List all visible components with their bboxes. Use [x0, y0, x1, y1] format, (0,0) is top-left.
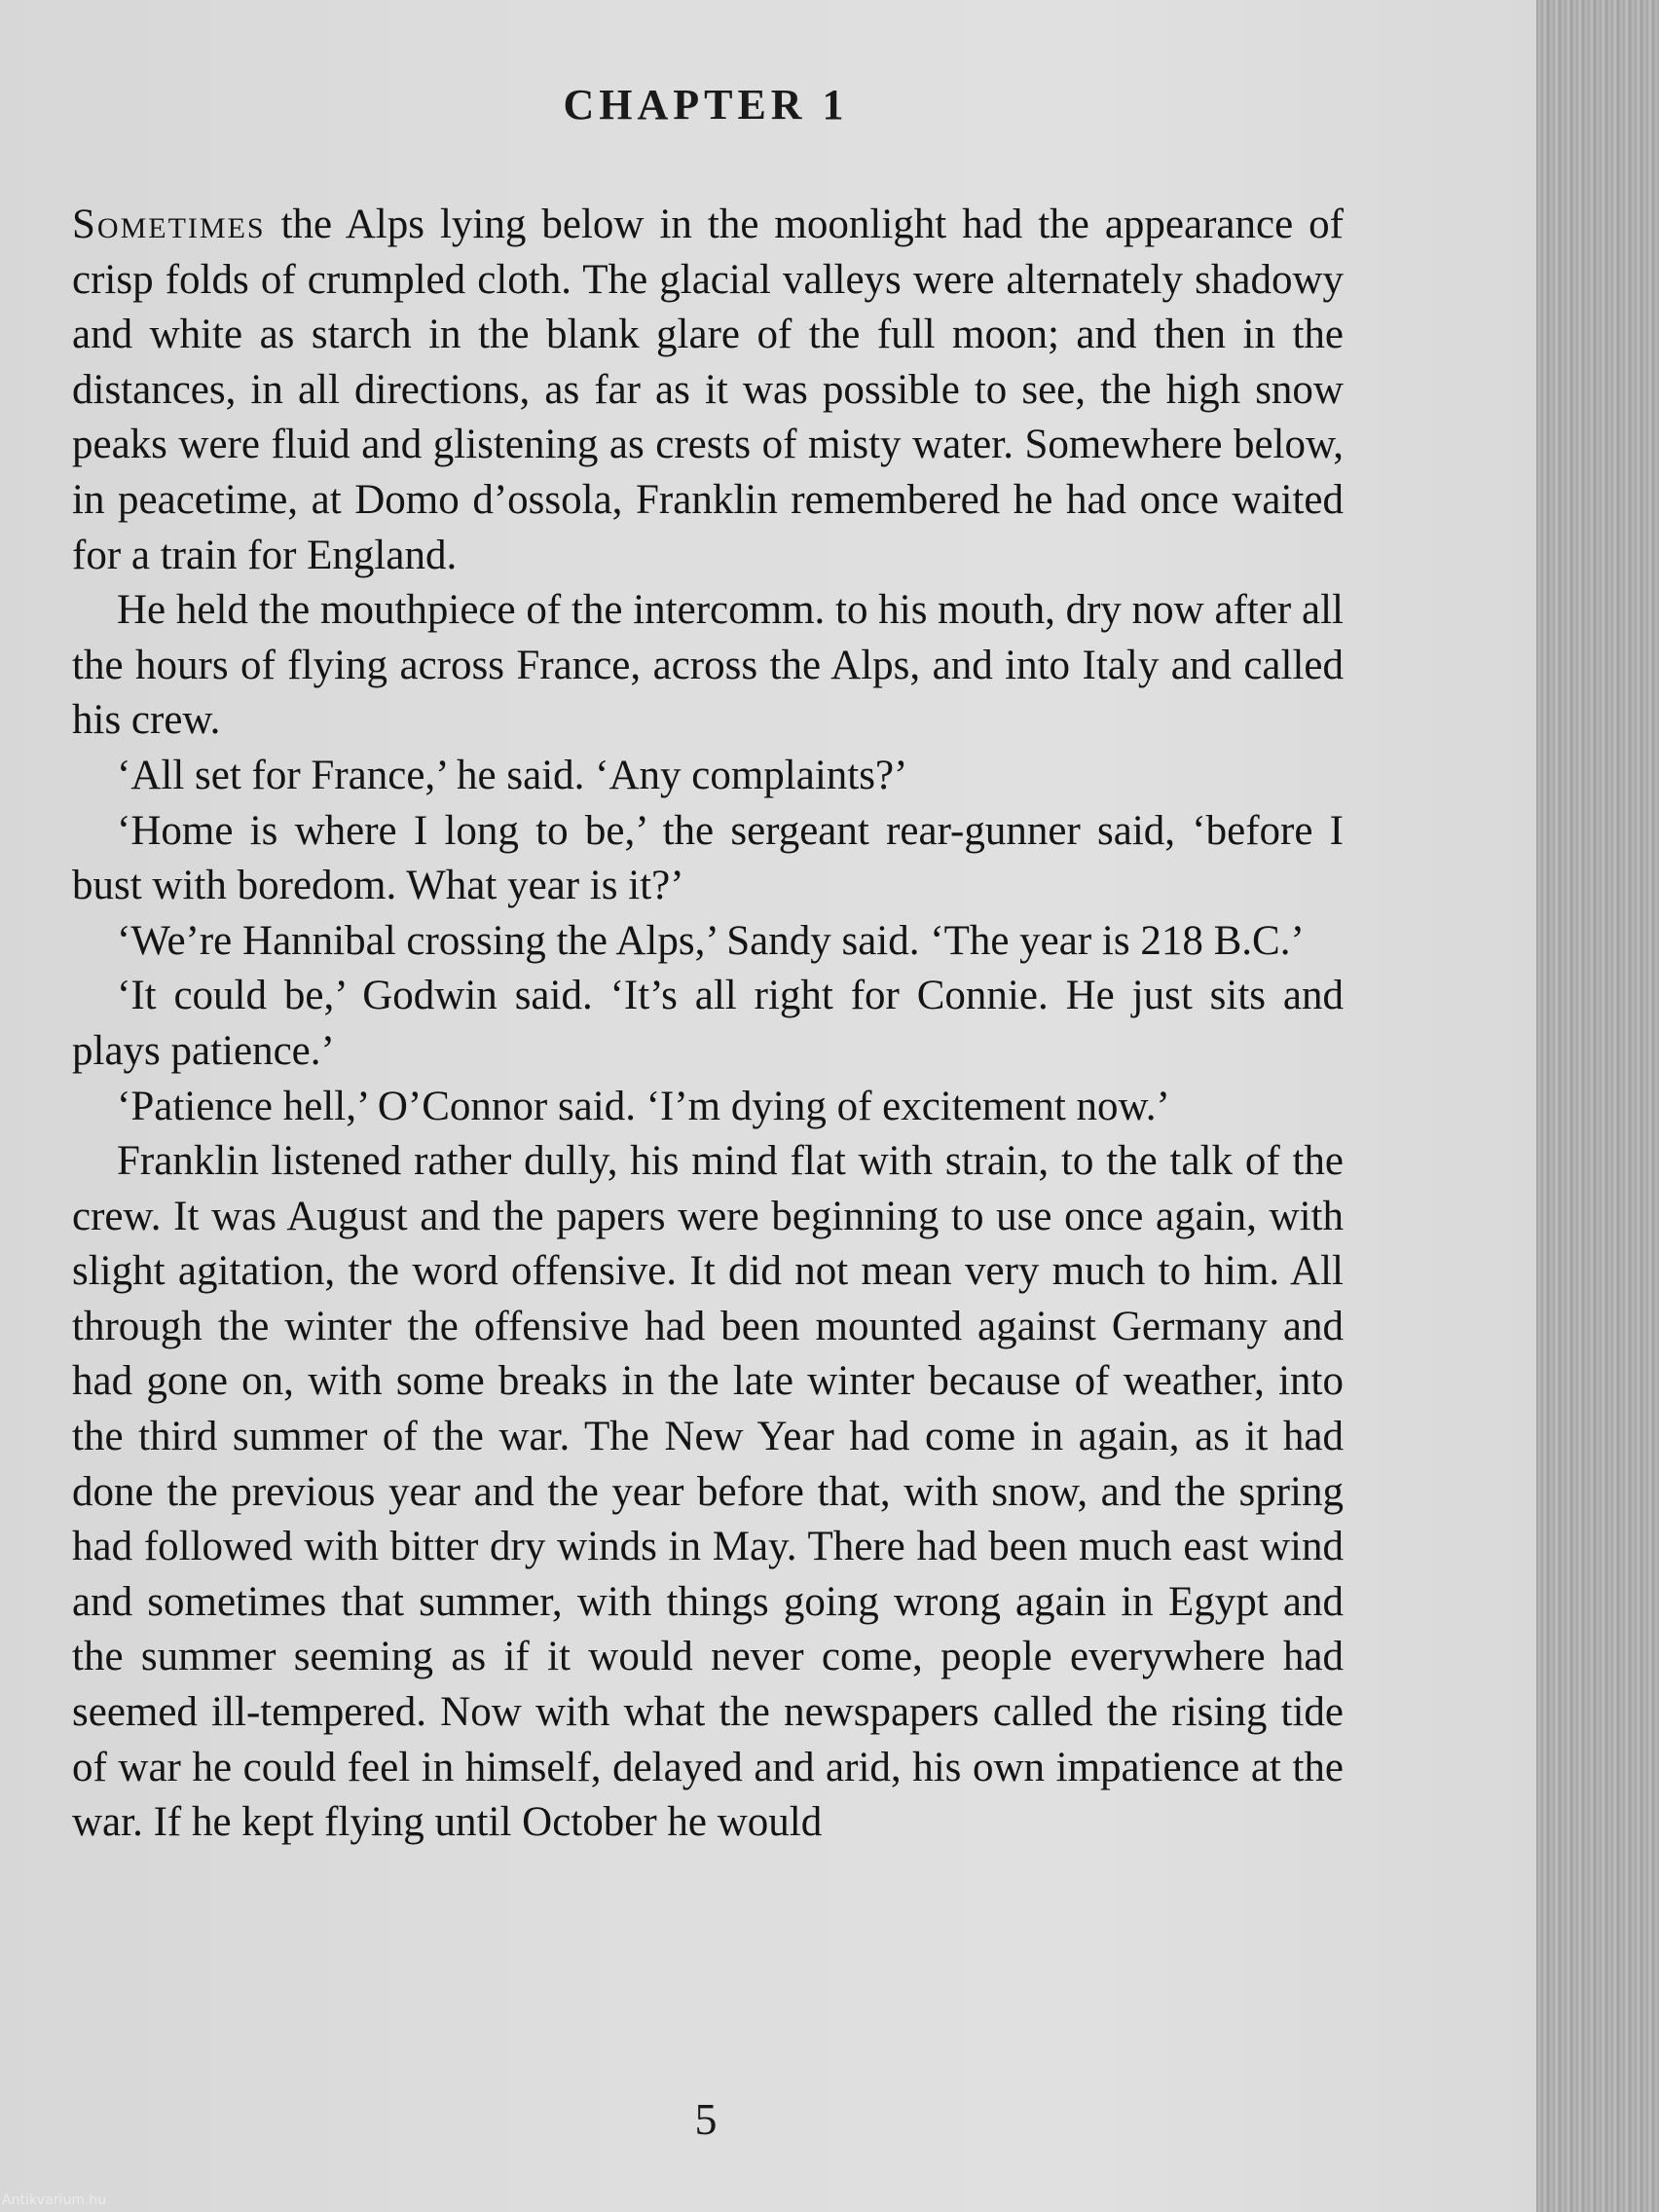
watermark: Antikvarium.hu [2, 2193, 107, 2208]
paragraph-7: ‘Patience hell,’ O’Connor said. ‘I’m dying of excitement now.’ [117, 1083, 1170, 1129]
chapter-heading: CHAPTER 1 [563, 81, 849, 129]
paragraph-text: the Alps lying below in the moonlight had the appearance of crisp folds of crumpled cloth. The glacial valleys were alternately shadowy and white as starch in the blank glare of the full moon; and then in the distances, in all directions, as far as it was possible to see, the high snow peaks were fluid and glistening as crests of misty water. Somewhere below, in peacetime, at Domo d’ossola, Franklin remembered he had once waited for a train for England. [72, 202, 1344, 578]
paragraph-lead-word: Sometimes [72, 202, 266, 247]
paragraph-6: ‘It could be,’ Godwin said. ‘It’s all right for Connie. He just sits and plays patience.’ [72, 973, 1344, 1074]
page-number: 5 [694, 2094, 718, 2144]
body-text [72, 198, 1344, 1851]
paragraph-8: Franklin listened rather dully, his mind flat with strain, to the talk of the crew. It was August and the papers were beginning to use once again, with slight agitation, the word offensive. It did not mean very much to him. All through the winter the offensive had been mounted against Germany and had gone on, with some breaks in the late winter because of weather, into the third summer of the war. The New Year had come in again, as it had done the previous year and the year before that, with snow, and the spring had followed with bitter dry winds in May. There had been much east wind and sometimes that summer, with things going wrong again in Egypt and the summer seeming as if it would never come, people everywhere had seemed ill-tempered. Now with what the newspapers called the rising tide of war he could feel in himself, delayed and arid, his own impatience at the war. If he kept flying until October he would [72, 1138, 1344, 1846]
paragraph-5: ‘We’re Hannibal crossing the Alps,’ Sandy said. ‘The year is 218 B.C.’ [117, 917, 1305, 964]
paragraph-2: He held the mouthpiece of the intercomm. to his mouth, dry now after all the hours of flying across France, across the Alps, and into Italy and called his crew. [72, 587, 1344, 744]
page-stack-edge [1536, 0, 1659, 2212]
paragraph-3: ‘All set for France,’ he said. ‘Any complaints?’ [117, 752, 908, 798]
paragraph-1 [72, 198, 1344, 583]
paragraph-4: ‘Home is where I long to be,’ the sergeant rear-gunner said, ‘before I bust with boredom. What year is it?’ [72, 807, 1344, 909]
